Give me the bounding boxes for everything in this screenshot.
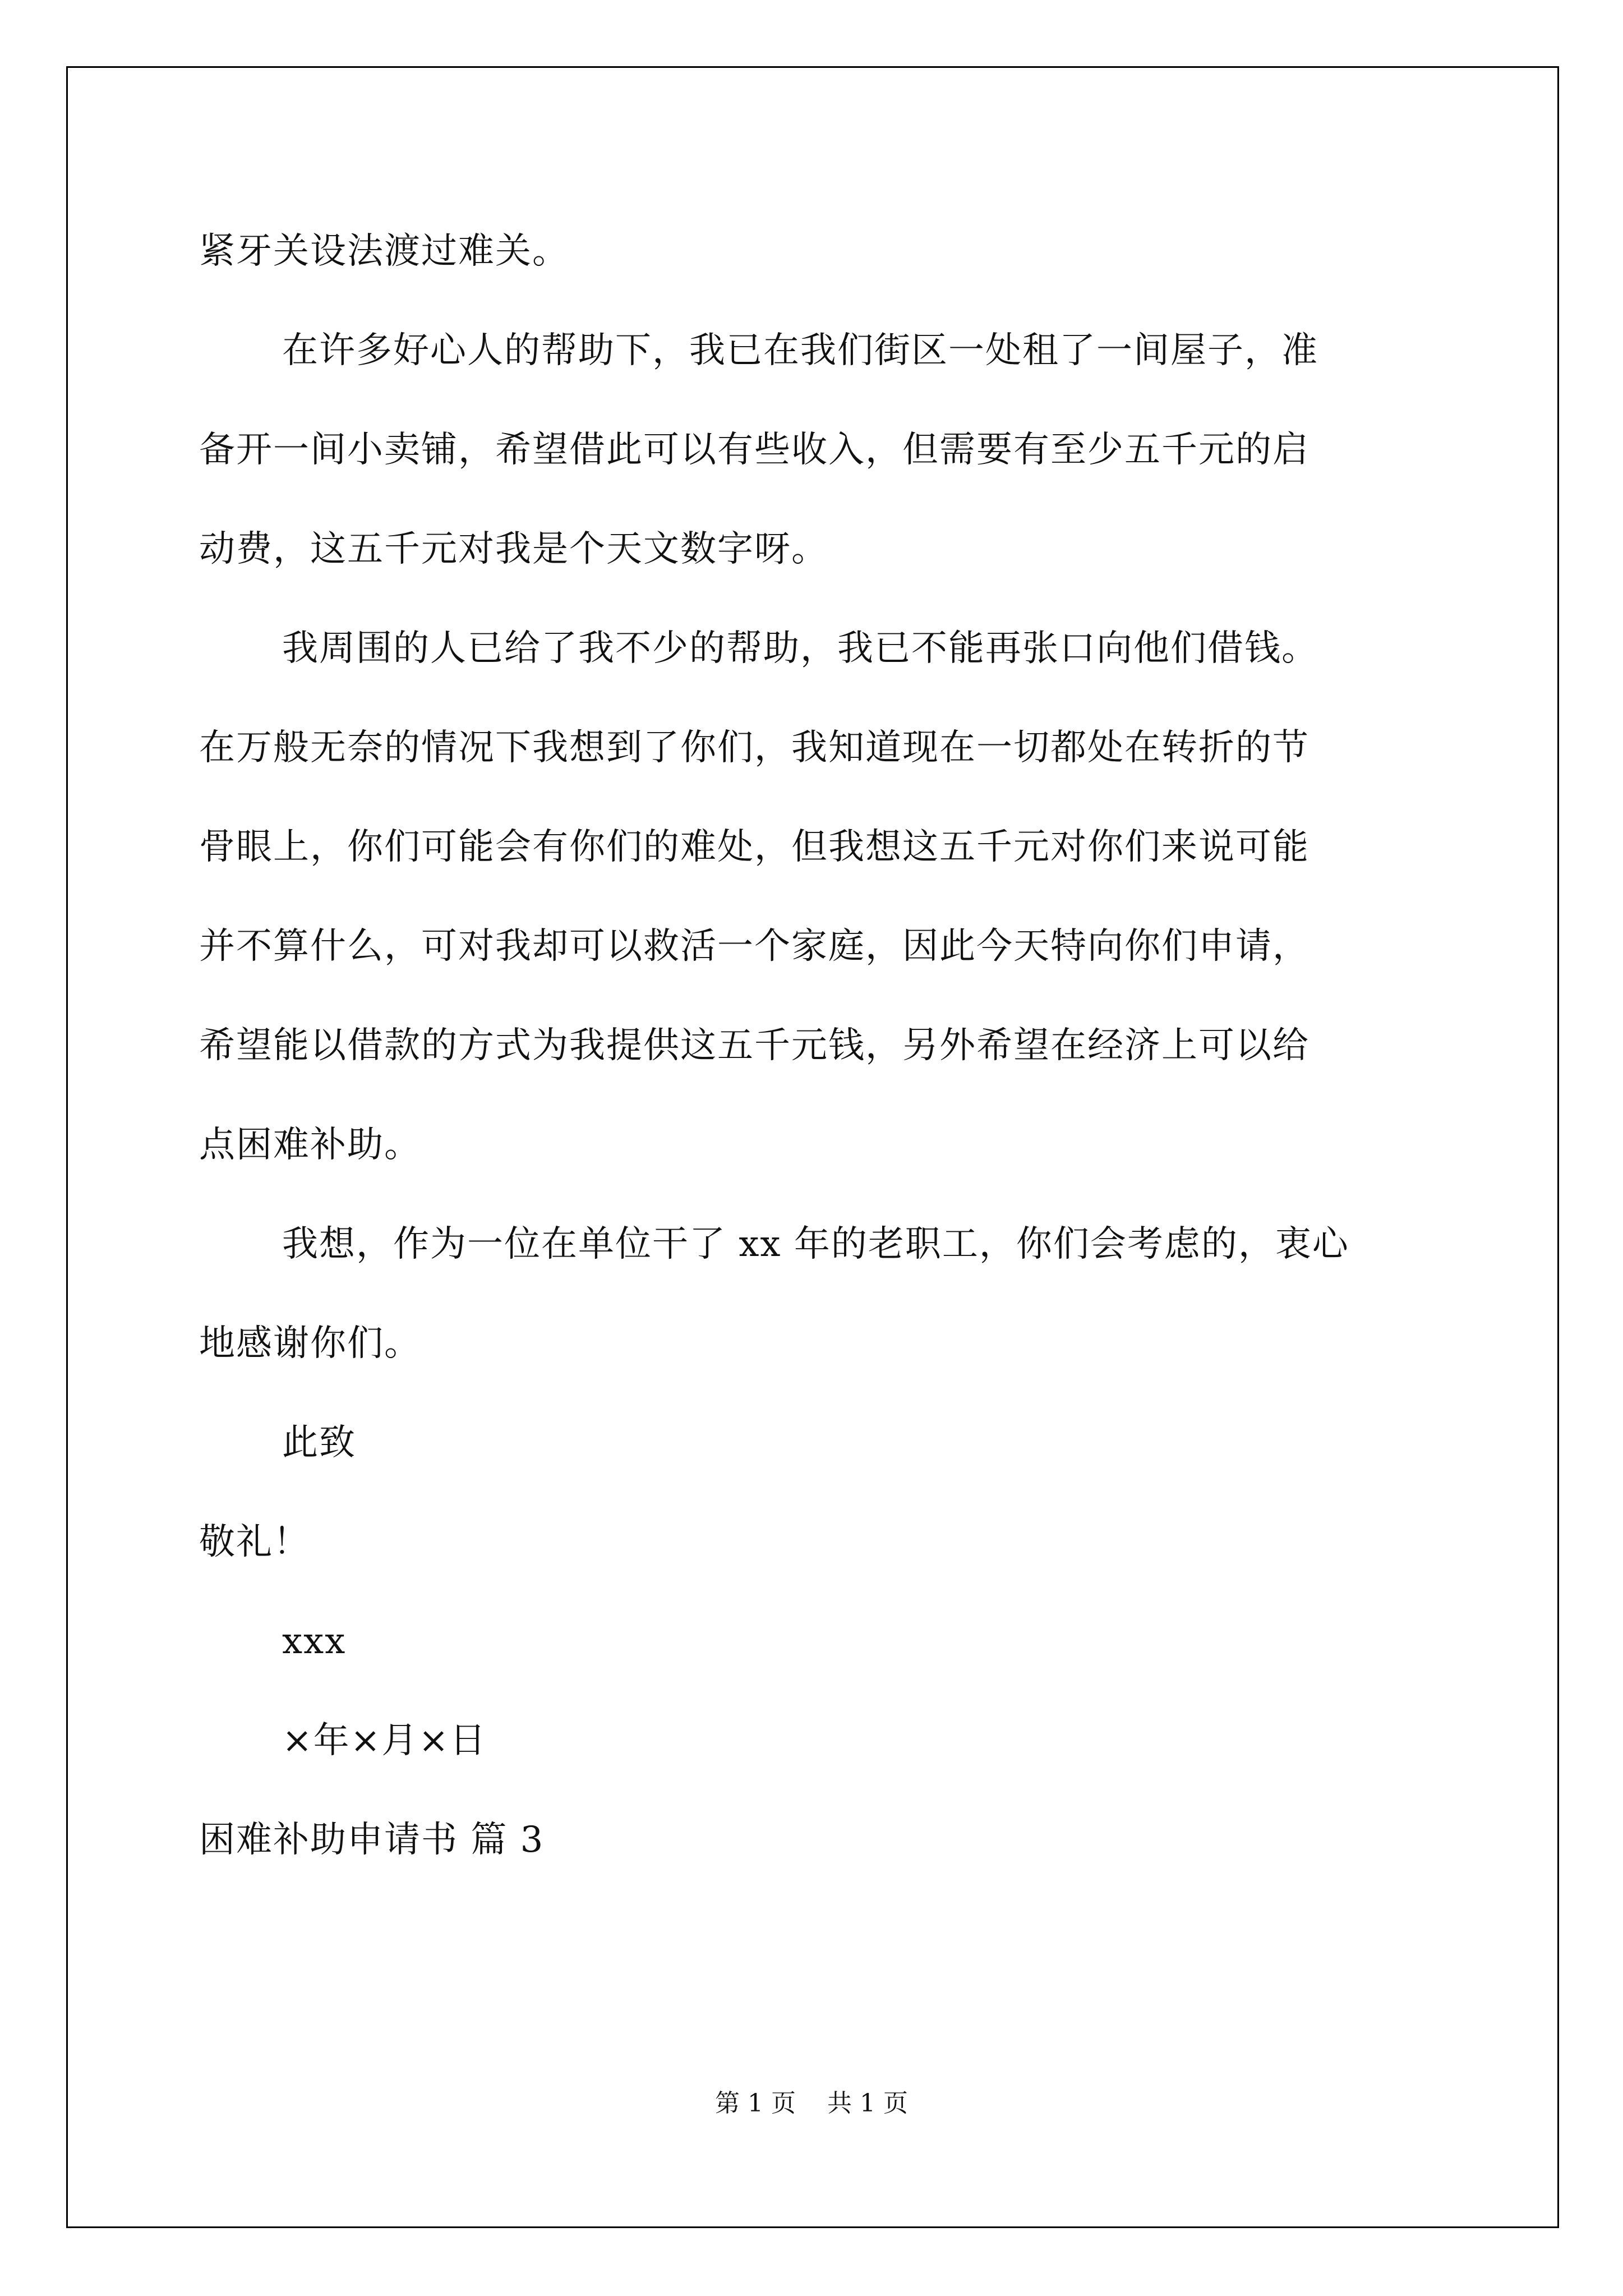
text-line: 点困难补助。 [199,1124,421,1166]
closing-salutation: 此致 [282,1422,356,1464]
text-line: 我想，作为一位在单位干了 xx 年的老职工，你们会考虑的，衷心 [282,1223,1349,1265]
signature-date: ×年×月×日 [282,1720,487,1761]
text-line: 并不算什么，可对我却可以救活一个家庭，因此今天特向你们申请， [199,926,1310,967]
text-line: 骨眼上，你们可能会有你们的难处，但我想这五千元对你们来说可能 [199,826,1310,868]
document-body [199,202,1433,1890]
text-line: 地感谢你们。 [199,1323,421,1364]
text-line: 备开一间小卖铺，希望借此可以有些收入，但需要有至少五千元的启 [199,429,1310,471]
text-line: 动费，这五千元对我是个天文数字呀。 [199,528,828,570]
page-total: 共 1 页 [827,2089,908,2118]
signature-name: xxx [282,1621,347,1662]
page-footer [0,2087,1623,2120]
text-line: 在许多好心人的帮助下，我已在我们街区一处租了一间屋子，准 [282,330,1318,371]
text-line: 我周围的人已给了我不少的帮助，我已不能再张口向他们借钱。 [282,628,1318,669]
text-line: 希望能以借款的方式为我提供这五千元钱，另外希望在经济上可以给 [199,1025,1310,1066]
text-line: 紧牙关设法渡过难关。 [199,231,569,272]
section-heading: 困难补助申请书 篇 3 [199,1819,545,1861]
text-line: 在万般无奈的情况下我想到了你们，我知道现在一切都处在转折的节 [199,727,1310,769]
page-number: 第 1 页 [715,2089,796,2118]
closing-regards: 敬礼！ [199,1521,310,1563]
